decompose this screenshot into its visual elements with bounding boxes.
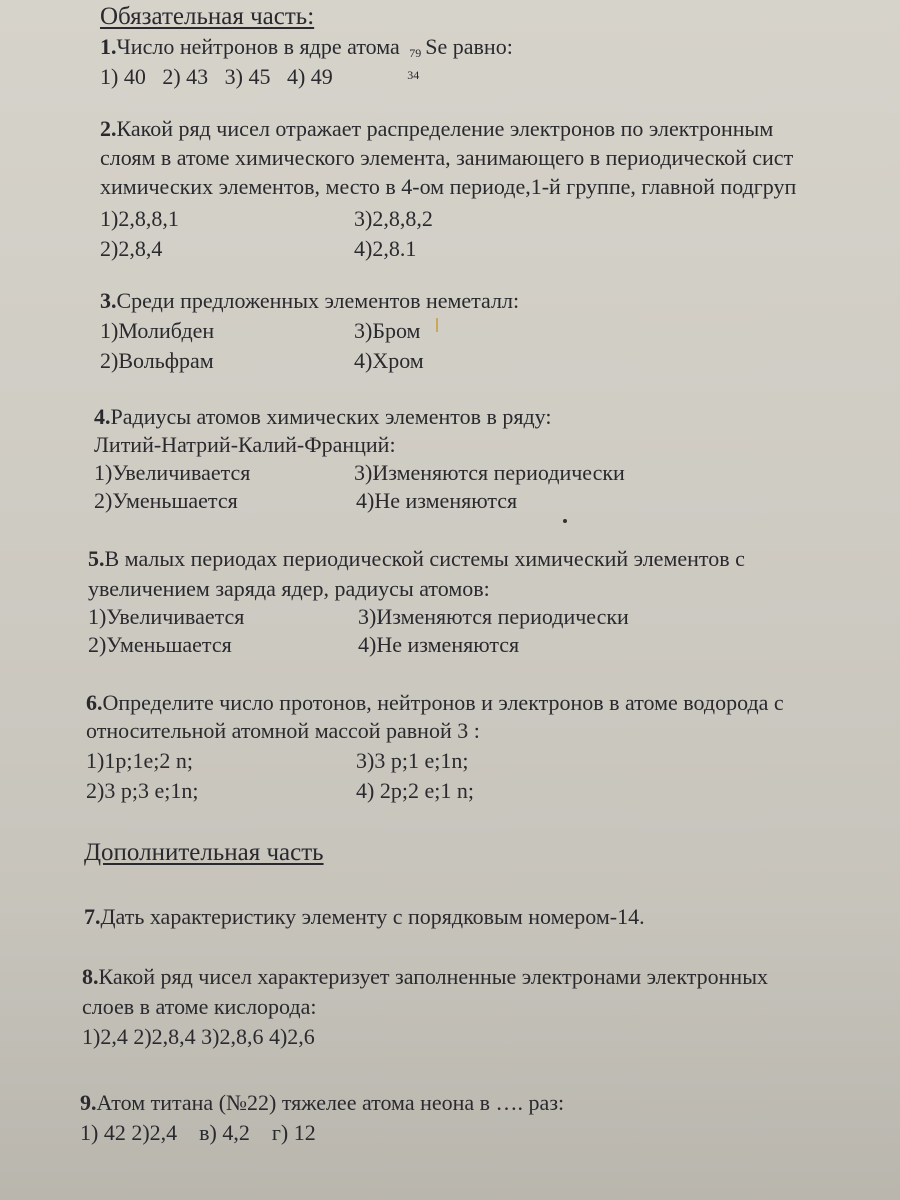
answer-option: 3)3 р;1 е;1n; xyxy=(356,748,469,773)
section-title-additional: Дополнительная часть xyxy=(84,839,324,866)
question-text: Определите число протонов, нейтронов и электронов в атоме водорода с xyxy=(102,690,784,715)
answer-option: 3)2,8,8,2 xyxy=(354,206,433,231)
answer-option: 2)Уменьшается xyxy=(94,488,238,513)
answer-option: 1)2,8,8,1 xyxy=(100,206,179,231)
answer-option: 4)Хром xyxy=(354,348,424,373)
question-text: В малых периодах периодической системы химический элементов с xyxy=(104,546,745,571)
question-text-end: равно: xyxy=(452,34,513,59)
answer-option: 3)Бром xyxy=(354,318,421,343)
question-text: Какой ряд чисел характеризует заполненные электронами электронных xyxy=(98,964,768,989)
question-1-options: 1) 40 2) 43 3) 45 4) 49 xyxy=(100,64,333,89)
question-text: Какой ряд чисел отражает распределение электронов по электронным xyxy=(116,116,774,141)
question-9-options: 1) 42 2)2,4 в) 4,2 г) 12 xyxy=(80,1120,316,1145)
question-text: Дать характеристику элементу с порядковым номером-14. xyxy=(100,904,645,929)
ink-speck xyxy=(563,519,567,523)
answer-option: 1)1р;1е;2 n; xyxy=(86,748,193,773)
question-2-line-3: химических элементов, место в 4-ом периоде,1-й группе, главной подгруп xyxy=(100,174,797,199)
question-number: 5. xyxy=(88,546,105,571)
question-6-line-2: относительной атомной массой равной 3 : xyxy=(86,718,480,743)
question-number: 4. xyxy=(94,404,111,429)
question-8-options: 1)2,4 2)2,8,4 3)2,8,6 4)2,6 xyxy=(82,1024,315,1049)
question-7 xyxy=(84,904,645,930)
question-text: Атом титана (№22) тяжелее атома неона в …. раз: xyxy=(96,1090,565,1115)
answer-option: 3)Изменяются периодически xyxy=(354,460,625,485)
question-6 xyxy=(86,690,784,716)
element-symbol: Se xyxy=(425,34,448,59)
question-number: 8. xyxy=(82,964,99,989)
answer-option: 3)Изменяются периодически xyxy=(358,604,629,629)
question-9 xyxy=(80,1090,564,1116)
answer-option: 1)Увеличивается xyxy=(94,460,251,485)
section-title-required: Обязательная часть: xyxy=(100,3,315,30)
answer-option: 4)Не изменяются xyxy=(358,632,520,657)
answer-option: 1)Молибден xyxy=(100,318,215,343)
pen-mark xyxy=(436,318,438,332)
question-number: 6. xyxy=(86,690,103,715)
answer-option: 4)Не изменяются xyxy=(356,488,518,513)
answer-option: 4) 2р;2 е;1 n; xyxy=(356,778,474,803)
answer-option: 2)2,8,4 xyxy=(100,236,163,261)
question-5 xyxy=(88,546,745,572)
question-2-line-2: слоям в атоме химического элемента, занимающего в периодической сист xyxy=(100,145,794,170)
answer-option: 2)Уменьшается xyxy=(88,632,232,657)
question-3 xyxy=(100,288,519,314)
answer-option: 2)3 р;3 е;1n; xyxy=(86,778,199,803)
question-number: 9. xyxy=(80,1090,97,1115)
question-number: 2. xyxy=(100,116,117,141)
question-text: Радиусы атомов химических элементов в ряду: xyxy=(110,404,552,429)
atomic-number: 34 xyxy=(407,68,420,82)
question-number: 7. xyxy=(84,904,101,929)
question-8-line-2: слоев в атоме кислорода: xyxy=(82,994,317,1019)
question-4 xyxy=(94,404,551,430)
question-number: 3. xyxy=(100,288,117,313)
question-4-line-2: Литий-Натрий-Калий-Франций: xyxy=(94,432,396,457)
question-text: Число нейтронов в ядре атома xyxy=(116,34,400,59)
mass-number: 79 xyxy=(409,46,422,60)
question-5-line-2: увеличением заряда ядер, радиусы атомов: xyxy=(88,576,490,601)
answer-option: 2)Вольфрам xyxy=(100,348,214,373)
question-8 xyxy=(82,964,768,990)
question-number: 1. xyxy=(100,34,117,59)
answer-option: 1)Увеличивается xyxy=(88,604,245,629)
answer-option: 4)2,8.1 xyxy=(354,236,417,261)
question-2 xyxy=(100,116,773,142)
question-text: Среди предложенных элементов неметалл: xyxy=(116,288,520,313)
